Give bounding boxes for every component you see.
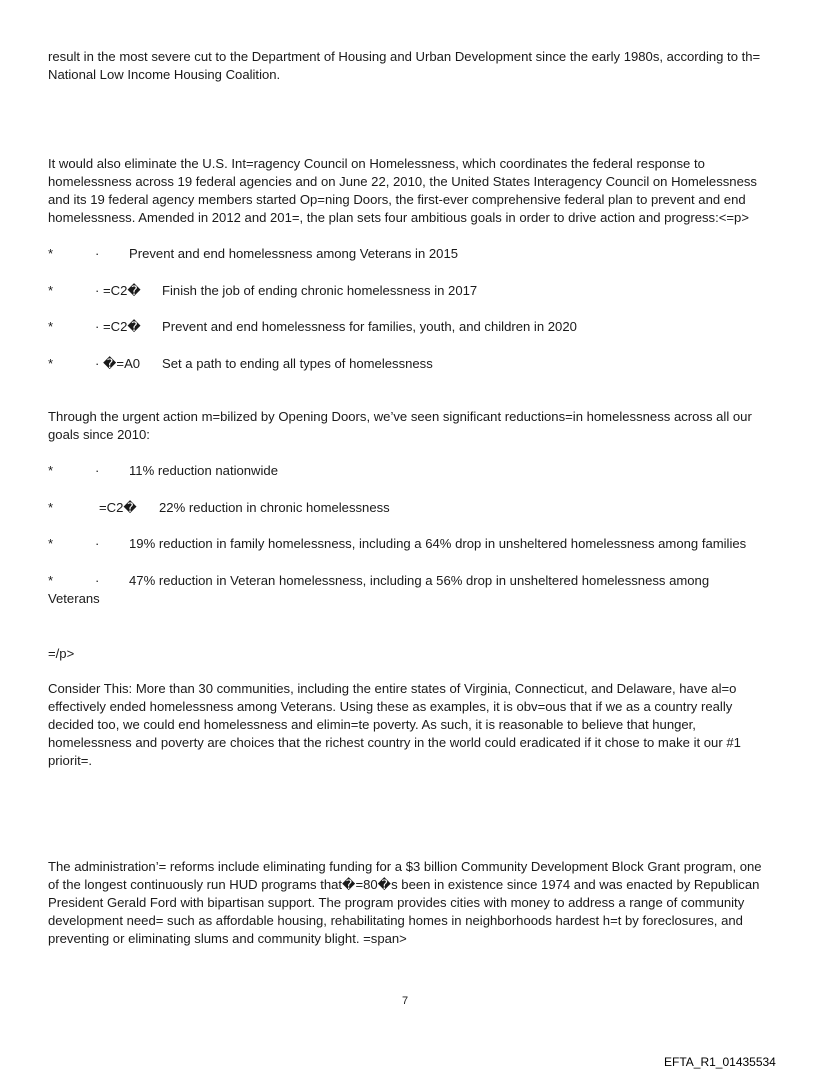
reduction-4-marker: ·: [95, 573, 100, 588]
reduction-3-marker: ·: [95, 536, 100, 551]
paragraph-hud-cut: result in the most severe cut to the Department of Housing and Urban Development since the early 1980s, according to th= National Low Income Housing Coalition.: [48, 49, 761, 82]
goal-3-star: *: [48, 319, 54, 334]
page-number: 7: [402, 995, 409, 1007]
document-stamp: EFTA_R1_01435534: [664, 1055, 776, 1069]
goal-3-text: Prevent and end homelessness for families, youth, and children in 2020: [162, 319, 577, 334]
reduction-3-star: *: [48, 536, 54, 551]
paragraph-consider-this: Consider This: More than 30 communities, including the entire states of Virginia, Connecticut, and Delaware, have al=o effectively ended homelessness among Veterans. Using these as examples, it is obv=ous that if we as a country really decided too, we could end homelessness and elimin=te poverty. As such, it is reasonable to believe that hunger, homelessness and poverty are choices that the richest country in the world could eradicated if it chose to make it our #1 priorit=.: [48, 681, 741, 768]
reduction-1-text: 11% reduction nationwide: [129, 463, 278, 478]
goal-1-text: Prevent and end homelessness among Veterans in 2015: [129, 246, 459, 261]
paragraph-interagency-council: It would also eliminate the U.S. Int=ragency Council on Homelessness, which coordinates the federal response to homelessness across 19 federal agencies and on June 22, 2010, the United States Interagency Council on Homelessness and its 19 federal agency members started Op=ning Doors, the first-ever comprehensive federal plan to prevent and end homelessness. Amended in 2012 and 201=, the plan sets four ambitious goals in order to drive action and progress:<=p>: [48, 156, 757, 225]
paragraph-stray-tag: =/p>: [48, 646, 75, 661]
reduction-4-text: 47% reduction in Veteran homelessness, including a 56% drop in unsheltered homelessness among: [129, 573, 710, 588]
goal-1-star: *: [48, 246, 54, 261]
reduction-2-star: *: [48, 500, 54, 515]
paragraph-administration-reforms: The administration’= reforms include eliminating funding for a $3 billion Community Development Block Grant program, one of the longest continuously run HUD programs that�=80�s been in existence since 1974 and was enacted by Republican President Gerald Ford with bipartisan support. The program provides cities with money to address a range of community development need= such as affordable housing, rehabilitating homes in neighborhoods hardest h=t by foreclosures, and preventing or eliminating slums and community blight. =span>: [48, 859, 762, 946]
goal-4-star: *: [48, 356, 54, 371]
reduction-4-wrap: Veterans: [48, 591, 100, 606]
goal-1-marker: ·: [95, 246, 100, 261]
goal-2-star: *: [48, 283, 54, 298]
goal-2-text: Finish the job of ending chronic homelessness in 2017: [162, 283, 478, 298]
goal-4-text: Set a path to ending all types of homelessness: [162, 356, 433, 371]
goal-3-marker: · =C2�: [95, 319, 141, 334]
goal-2-marker: · =C2�: [95, 283, 141, 298]
reduction-1-marker: ·: [95, 463, 100, 478]
reduction-1-star: *: [48, 463, 54, 478]
reduction-2-marker: =C2�: [99, 500, 137, 515]
goal-4-marker: · �=A0: [95, 356, 141, 371]
reduction-4-star: *: [48, 573, 54, 588]
reduction-3-text: 19% reduction in family homelessness, including a 64% drop in unsheltered homelessness among families: [129, 536, 747, 551]
paragraph-urgent-action: Through the urgent action m=bilized by Opening Doors, we’ve seen significant reductions=in homelessness across all our goals since 2010:: [48, 409, 752, 442]
reduction-2-text: 22% reduction in chronic homelessness: [159, 500, 390, 515]
